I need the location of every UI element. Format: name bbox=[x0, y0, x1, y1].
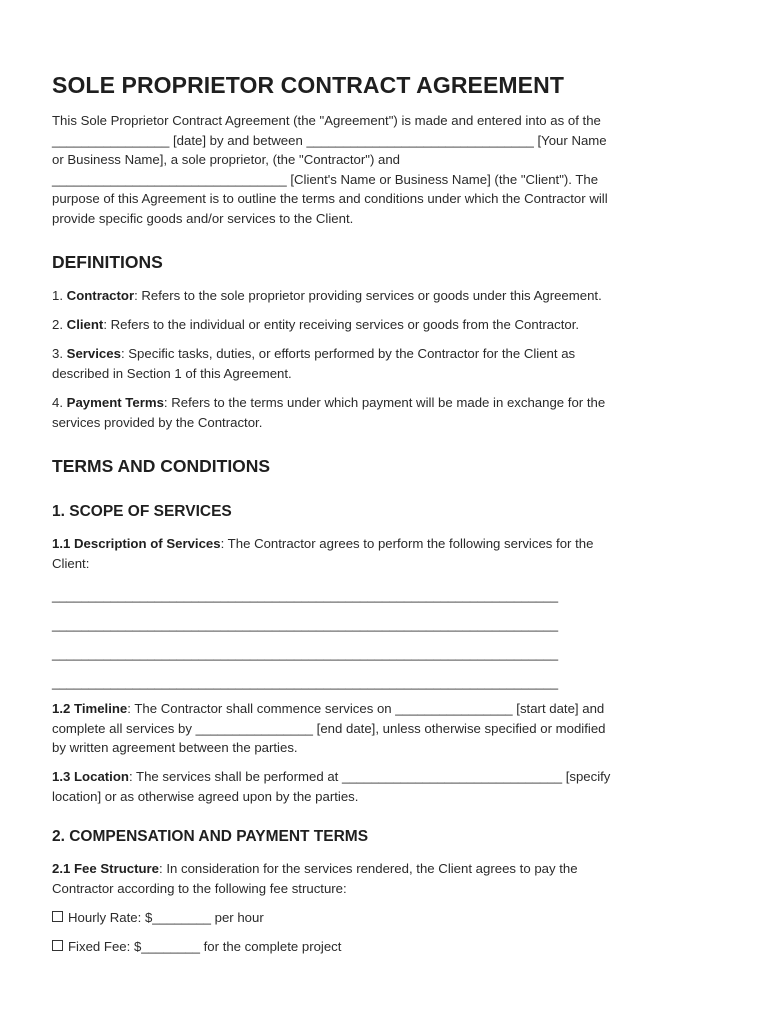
clause-text: Contractor according to the following fee structure: bbox=[52, 880, 347, 896]
blank-line: _____________________________________________________________________ bbox=[52, 675, 559, 690]
document-title: SOLE PROPRIETOR CONTRACT AGREEMENT bbox=[52, 72, 564, 98]
scope-heading: 1. SCOPE OF SERVICES bbox=[52, 503, 232, 520]
fee-option-fixed bbox=[52, 937, 716, 957]
clause-1-1 bbox=[52, 534, 716, 573]
intro-line: ________________________________ [Client's Name or Business Name] (the "Client"). The bbox=[52, 171, 599, 187]
compensation-heading: 2. COMPENSATION AND PAYMENT TERMS bbox=[52, 828, 369, 845]
clause-text: Client: bbox=[52, 555, 90, 571]
fee-option-label: Hourly Rate: $________ per hour bbox=[68, 910, 264, 925]
clause-term: 1.2 Timeline bbox=[52, 701, 128, 716]
definition-text: : Specific tasks, duties, or efforts performed by the Contractor for the Client as bbox=[120, 346, 576, 361]
intro-line: ________________ [date] by and between _______________________________ [Your Name bbox=[52, 132, 607, 148]
clause-text: complete all services by ________________ [end date], unless otherwise specified or modified bbox=[52, 720, 606, 736]
definition-item bbox=[52, 393, 716, 432]
definition-item bbox=[52, 286, 716, 306]
checkbox-icon[interactable] bbox=[52, 940, 63, 951]
definitions-heading: DEFINITIONS bbox=[52, 252, 163, 272]
clause-text: : The Contractor agrees to perform the following services for the bbox=[220, 536, 594, 551]
clause-2-1 bbox=[52, 859, 716, 898]
definition-number: 1. bbox=[52, 288, 63, 303]
definition-text: : Refers to the terms under which payment will be made in exchange for the bbox=[163, 395, 606, 410]
blank-line: _____________________________________________________________________ bbox=[52, 588, 559, 603]
intro-line: This Sole Proprietor Contract Agreement (the "Agreement") is made and entered into as of the bbox=[52, 113, 601, 128]
clause-text: : The Contractor shall commence services on ________________ [start date] and bbox=[127, 701, 605, 716]
blank-line: _____________________________________________________________________ bbox=[52, 646, 559, 661]
definition-term: Client bbox=[66, 317, 104, 332]
definition-term: Payment Terms bbox=[66, 395, 164, 410]
clause-text: location] or as otherwise agreed upon by the parties. bbox=[52, 788, 359, 804]
definition-term: Contractor bbox=[66, 288, 135, 303]
clause-text: by written agreement between the parties. bbox=[52, 740, 298, 756]
blank-line: _____________________________________________________________________ bbox=[52, 617, 559, 632]
clause-text: : The services shall be performed at ______________________________ [specify bbox=[128, 769, 611, 784]
terms-heading: TERMS AND CONDITIONS bbox=[52, 456, 271, 476]
clause-text: : In consideration for the services rendered, the Client agrees to pay the bbox=[159, 861, 578, 876]
definition-term: Services bbox=[66, 346, 121, 361]
intro-line: purpose of this Agreement is to outline the terms and conditions under which the Contractor will bbox=[52, 191, 608, 207]
definition-number: 4. bbox=[52, 395, 63, 410]
intro-paragraph bbox=[52, 111, 716, 229]
clause-term: 1.1 Description of Services bbox=[52, 536, 221, 551]
clause-1-3 bbox=[52, 767, 716, 806]
checkbox-icon[interactable] bbox=[52, 911, 63, 922]
definition-text: : Refers to the sole proprietor providing services or goods under this Agreement. bbox=[134, 288, 602, 303]
clause-term: 2.1 Fee Structure bbox=[52, 861, 160, 876]
definition-item bbox=[52, 344, 716, 383]
definition-text: services provided by the Contractor. bbox=[52, 414, 263, 430]
definition-text: : Refers to the individual or entity receiving services or goods from the Contractor. bbox=[103, 317, 580, 332]
definition-number: 2. bbox=[52, 317, 63, 332]
fee-option-hourly bbox=[52, 908, 716, 928]
intro-line: or Business Name], a sole proprietor, (the "Contractor") and bbox=[52, 152, 400, 168]
definition-number: 3. bbox=[52, 346, 63, 361]
clause-term: 1.3 Location bbox=[52, 769, 129, 784]
definition-item bbox=[52, 315, 716, 335]
fee-option-label: Fixed Fee: $________ for the complete project bbox=[68, 939, 342, 954]
intro-line: provide specific goods and/or services to the Client. bbox=[52, 210, 354, 226]
clause-1-2 bbox=[52, 699, 716, 758]
definition-text: described in Section 1 of this Agreement. bbox=[52, 365, 292, 381]
